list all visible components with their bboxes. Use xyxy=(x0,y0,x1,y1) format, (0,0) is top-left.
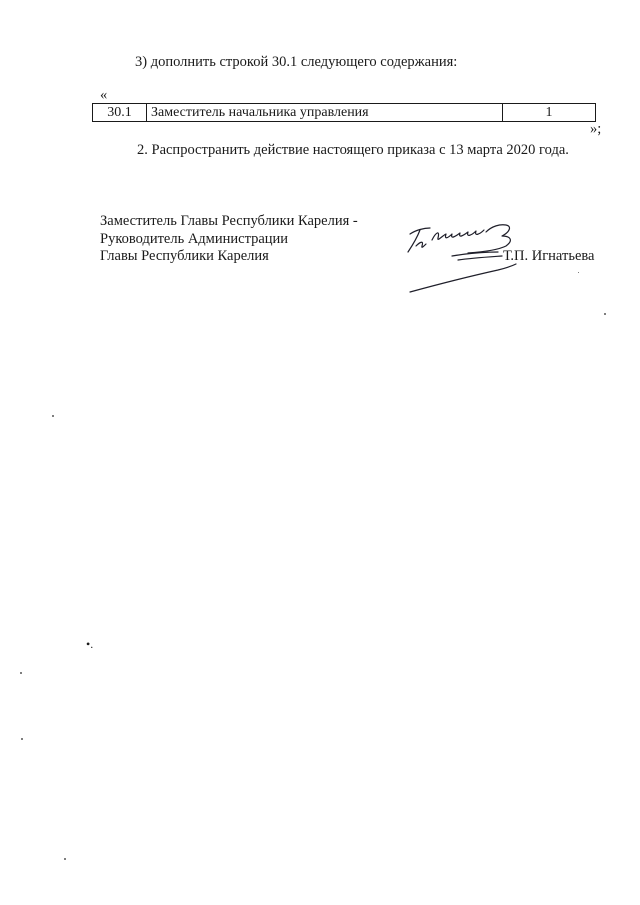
positions-table xyxy=(92,103,596,122)
scan-speck xyxy=(64,858,66,860)
item-3-text: 3) дополнить строкой 30.1 следующего содержания: xyxy=(135,54,458,70)
scan-speck xyxy=(52,415,54,417)
table-cell-number: 30.1 xyxy=(93,104,147,121)
signatory-title-line1: Заместитель Главы Республики Карелия - xyxy=(100,213,358,229)
scan-speck xyxy=(21,738,23,740)
signatory-name: Т.П. Игнатьева xyxy=(503,248,595,264)
signatory-title-line3: Главы Республики Карелия xyxy=(100,248,269,264)
scan-speck xyxy=(20,672,22,674)
scan-speck xyxy=(604,313,606,315)
stray-mark: •. xyxy=(86,637,94,651)
close-quote: »; xyxy=(590,121,602,137)
table-cell-position: Заместитель начальника управления xyxy=(147,104,503,121)
signatory-title-line2: Руководитель Администрации xyxy=(100,231,289,247)
table-cell-count: 1 xyxy=(545,105,553,120)
open-quote: « xyxy=(100,87,108,103)
scan-speck xyxy=(578,272,579,273)
item-2-text: 2. Распространить действие настоящего приказа с 13 марта 2020 года. xyxy=(137,142,569,158)
